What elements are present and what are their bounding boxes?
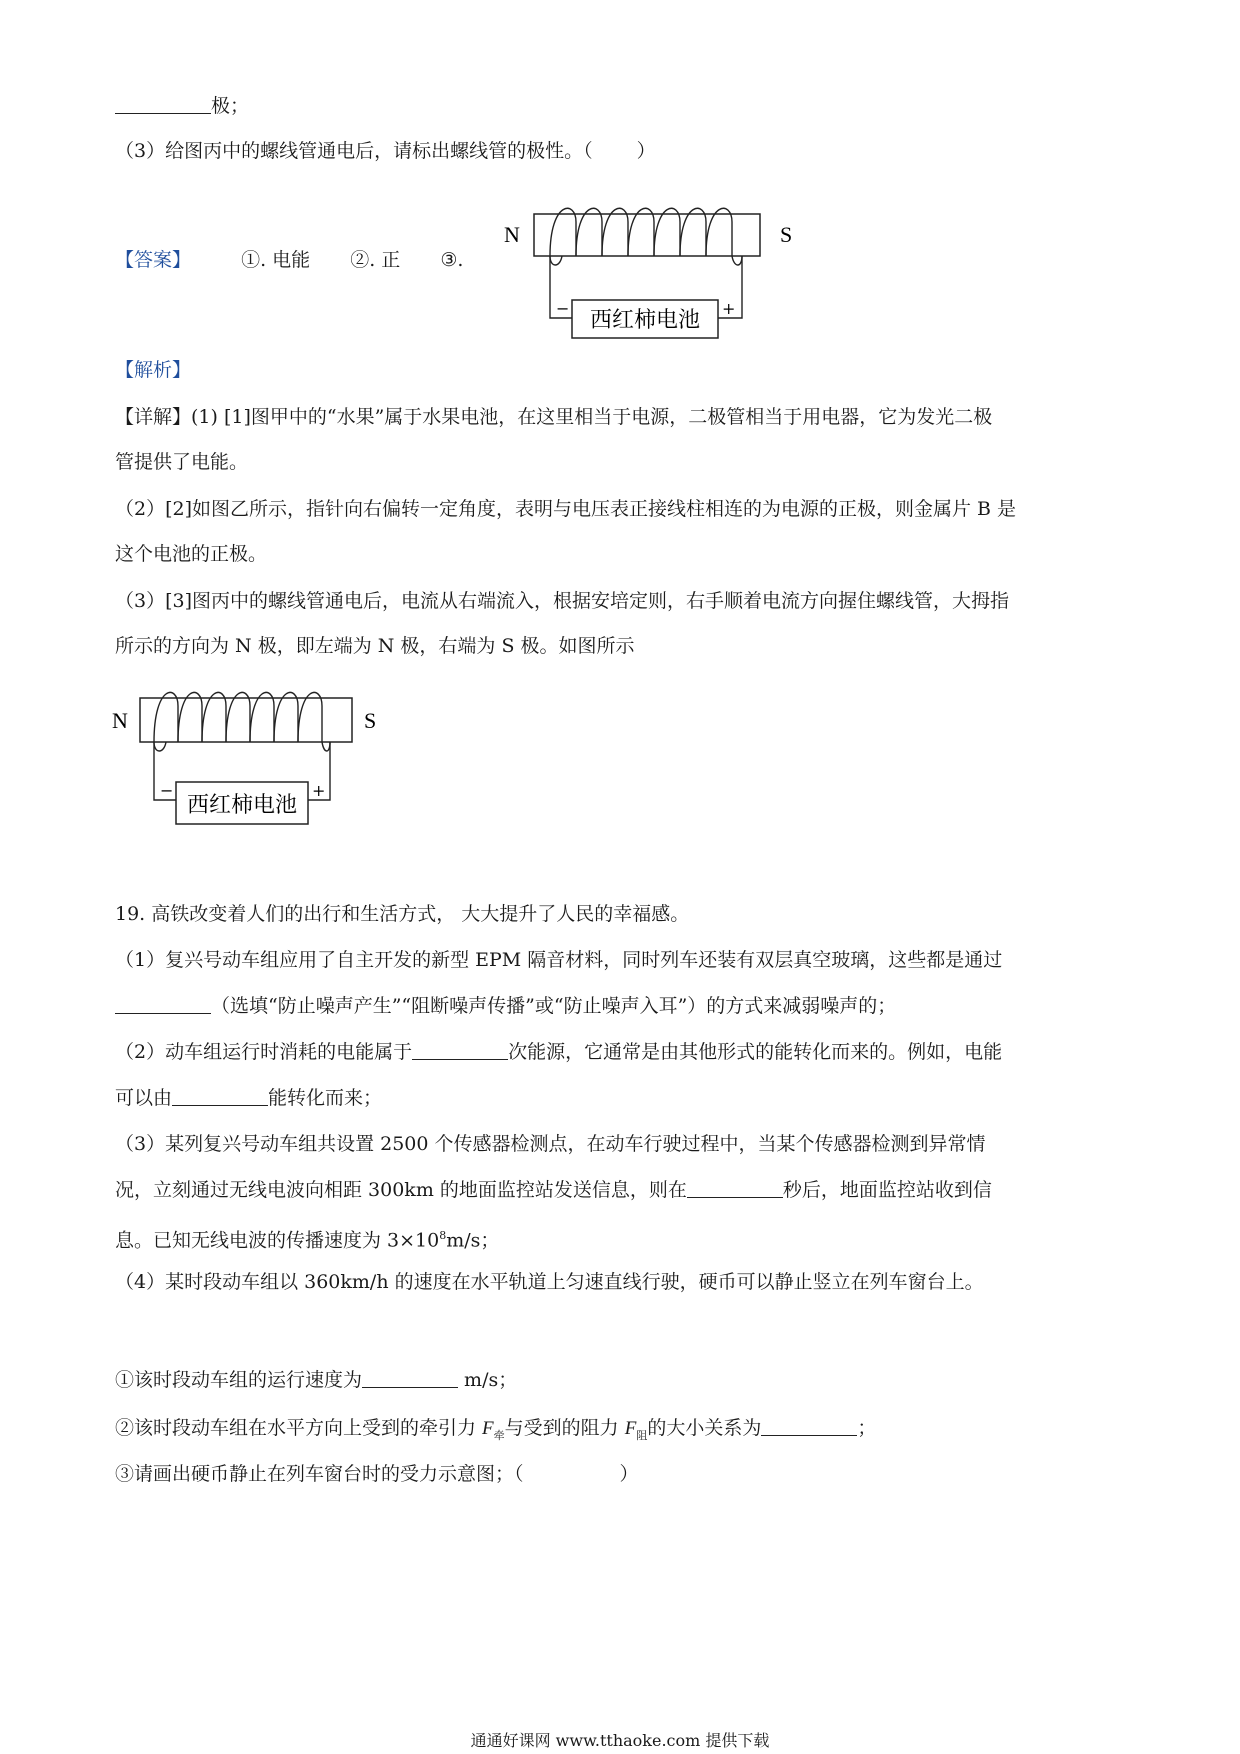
answer-blank <box>761 1415 857 1436</box>
answer-tag: 【答案】 <box>115 249 192 271</box>
q19-part4: （4）某时段动车组以 360km/h 的速度在水平轨道上匀速直线行驶，硬币可以静止竖立在列车窗台上。 <box>115 1271 984 1293</box>
detail-2a: （2）[2]如图乙所示，指针向右偏转一定角度，表明与电压表正接线柱相连的为电源的正极，则金属片 B 是 <box>115 498 1017 520</box>
answer-item: ②. 正 <box>350 249 401 271</box>
q18-line-top: 极； <box>115 92 249 120</box>
answer-blank <box>115 93 211 114</box>
answer-blank <box>687 1177 783 1198</box>
solenoid-diagram-explanation <box>112 676 392 866</box>
detail-3b: 所示的方向为 N 极，即左端为 N 极，右端为 S 极。如图所示 <box>115 635 635 657</box>
solenoid-diagram-answer <box>500 192 820 372</box>
answer-item: ①. 电能 <box>241 249 311 271</box>
plus-sign: + <box>312 781 326 800</box>
q19-intro: 19. 高铁改变着人们的出行和生活方式， 大大提升了人民的幸福感。 <box>115 903 690 925</box>
detail-2b: 这个电池的正极。 <box>115 543 268 565</box>
q19-sub3: ③请画出硬币静止在列车窗台时的受力示意图；（ ） <box>115 1463 639 1485</box>
q19-part1a: （1）复兴号动车组应用了自主开发的新型 EPM 隔音材料，同时列车还装有双层真空玻璃，这些都是通过 <box>115 949 1003 971</box>
north-pole-label: N <box>112 708 128 733</box>
page-footer: 通通好课网 www.tthaoke.com 提供下载 <box>470 1731 770 1750</box>
minus-sign: − <box>160 781 174 800</box>
plus-sign: + <box>722 299 736 318</box>
q19-sub1: ①该时段动车组的运行速度为 m/s； <box>115 1369 518 1391</box>
q19-part1b: （选填“防止噪声产生”“阻断噪声传播”或“防止噪声入耳”）的方式来减弱噪声的； <box>115 992 896 1020</box>
north-pole-label: N <box>504 222 520 247</box>
battery-label: 西红柿电池 <box>186 793 298 818</box>
detail-1b: 管提供了电能。 <box>115 451 249 473</box>
q19-sub2: ②该时段动车组在水平方向上受到的牵引力 $F_牵$与受到的阻力 $F_阻$的大小关系为 ； <box>115 1417 877 1442</box>
q19-part3b: 况，立刻通过无线电波向相距 300km 的地面监控站发送信息，则在 秒后，地面监控站收到信 <box>115 1179 992 1201</box>
answer-blank <box>362 1367 458 1388</box>
south-pole-label: S <box>364 708 377 733</box>
q19-part2a: （2）动车组运行时消耗的电能属于 次能源，它通常是由其他形式的能转化而来的。例如，电能 <box>115 1041 1003 1063</box>
answer-item: ③. <box>440 249 464 271</box>
answer-blank <box>115 993 211 1014</box>
battery-label: 西红柿电池 <box>589 308 701 333</box>
q18-part3-question: （3）给图丙中的螺线管通电后，请标出螺线管的极性。（ ） <box>115 140 656 162</box>
detail-1a: 【详解】(1) [1]图甲中的“水果”属于水果电池，在这里相当于电源，二极管相当于用电器，它为发光二极 <box>115 406 993 428</box>
answer-blank <box>412 1039 508 1060</box>
q19-part3a: （3）某列复兴号动车组共设置 2500 个传感器检测点，在动车行驶过程中，当某个传感器检测到异常情 <box>115 1133 986 1155</box>
answer-line <box>115 246 497 274</box>
detail-3a: （3）[3]图丙中的螺线管通电后，电流从右端流入，根据安培定则，右手顺着电流方向握住螺线管，大拇指 <box>115 590 1010 612</box>
minus-sign: − <box>556 299 570 318</box>
answer-blank <box>172 1085 268 1106</box>
q19-part3c: 息。已知无线电波的传播速度为 $3\times 10^8m/s$； <box>115 1229 500 1252</box>
south-pole-label: S <box>780 222 793 247</box>
q19-part2b: 可以由 能转化而来； <box>115 1087 383 1109</box>
analysis-tag: 【解析】 <box>115 359 192 381</box>
